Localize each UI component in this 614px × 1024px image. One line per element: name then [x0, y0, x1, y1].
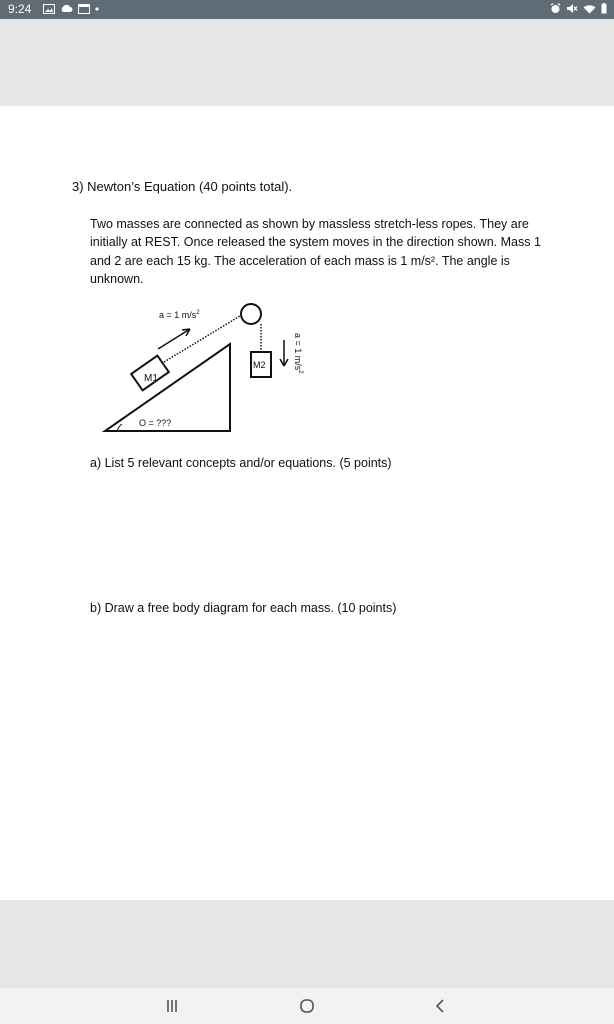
accel-arrow-m1: [158, 329, 190, 349]
wifi-icon: [583, 4, 596, 14]
status-bar: [0, 0, 614, 19]
document-page[interactable]: [0, 106, 614, 900]
notification-dot-icon: [95, 7, 99, 11]
navigation-bar: [0, 988, 614, 1024]
accel-m2-label: a = 1 $m/s^2$: [293, 333, 303, 374]
mass-2-label: M2: [253, 360, 266, 370]
angle-label: O = ???: [139, 418, 172, 428]
back-icon[interactable]: [429, 994, 453, 1018]
pulley: [241, 304, 261, 324]
home-icon[interactable]: [295, 994, 319, 1018]
bottom-margin: [0, 900, 614, 988]
part-b-prompt: b) Draw a free body diagram for each mass. (10 points): [90, 601, 397, 615]
mass-1-label: M1: [144, 373, 158, 384]
battery-icon: [601, 3, 607, 14]
top-margin: [0, 19, 614, 106]
calendar-icon: [78, 3, 90, 14]
part-a-prompt: a) List 5 relevant concepts and/or equations. (5 points): [90, 456, 392, 470]
question-body: Two masses are connected as shown by massless stretch-less ropes. They are initially at REST. Once released the system moves in the direction shown. Mass 1 and 2 are each 15 kg. The acceleration of each mass is 1 m/s². The angle is unknown.: [90, 217, 541, 286]
alarm-icon: [550, 3, 561, 14]
question-title: 3) Newton’s Equation (40 points total).: [72, 179, 293, 194]
angle-arc: [117, 424, 122, 431]
physics-diagram: [95, 296, 315, 441]
image-icon: [43, 4, 55, 14]
status-time: 9:24: [8, 2, 32, 16]
mute-icon: [566, 3, 578, 14]
accel-m1-label: a = 1 $m/s^2$: [159, 310, 200, 320]
recent-apps-icon[interactable]: [160, 994, 184, 1018]
cloud-icon: [60, 4, 73, 13]
